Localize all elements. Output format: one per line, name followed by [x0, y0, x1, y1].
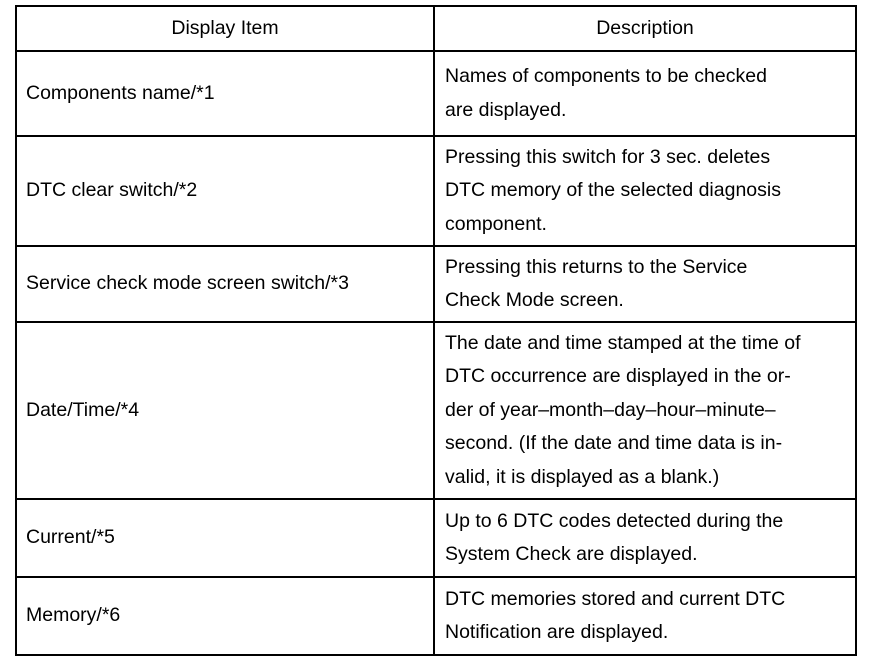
description-line: Pressing this returns to the Service: [445, 255, 748, 278]
display-item-table: [15, 5, 857, 656]
description-line: System Check are displayed.: [445, 543, 698, 565]
row-description: [434, 51, 856, 136]
description-line: der of year–month–day–hour–minute–: [445, 398, 776, 421]
description-line: component.: [445, 212, 547, 235]
description-line: valid, it is displayed as a blank.): [445, 465, 720, 488]
description-line: second. (If the date and time data is in-: [445, 432, 783, 455]
description-line: DTC occurrence are displayed in the or-: [445, 365, 791, 388]
table-header-row: [16, 6, 856, 51]
description-line: Notification are displayed.: [445, 621, 669, 643]
row-description: [434, 136, 856, 246]
table-row: [16, 136, 856, 246]
row-item-memory: Memory/*6: [16, 577, 434, 655]
table-row: [16, 577, 856, 655]
row-description: [434, 577, 856, 655]
description-line: DTC memory of the selected diagnosis: [445, 179, 781, 202]
table-row: [16, 499, 856, 577]
description-line: are displayed.: [445, 98, 567, 121]
description-line: Pressing this switch for 3 sec. deletes: [445, 145, 771, 168]
table-row: [16, 51, 856, 136]
description-line: Up to 6 DTC codes detected during the: [445, 509, 784, 532]
description-line: Check Mode screen.: [445, 289, 624, 311]
table-row: [16, 322, 856, 499]
description-line: The date and time stamped at the time of: [445, 331, 801, 354]
header-description: Description: [434, 6, 856, 51]
row-item-dtc-clear-switch: DTC clear switch/*2: [16, 136, 434, 246]
row-item-service-check-mode-switch: Service check mode screen switch/*3: [16, 246, 434, 322]
row-description: [434, 499, 856, 577]
row-item-current: Current/*5: [16, 499, 434, 577]
description-line: Names of components to be checked: [445, 65, 767, 87]
row-item-components-name: Components name/*1: [16, 51, 434, 136]
row-description: [434, 246, 856, 322]
row-item-date-time: Date/Time/*4: [16, 322, 434, 499]
row-description: [434, 322, 856, 499]
description-line: DTC memories stored and current DTC: [445, 587, 786, 610]
table-row: [16, 246, 856, 322]
header-display-item: Display Item: [16, 6, 434, 51]
